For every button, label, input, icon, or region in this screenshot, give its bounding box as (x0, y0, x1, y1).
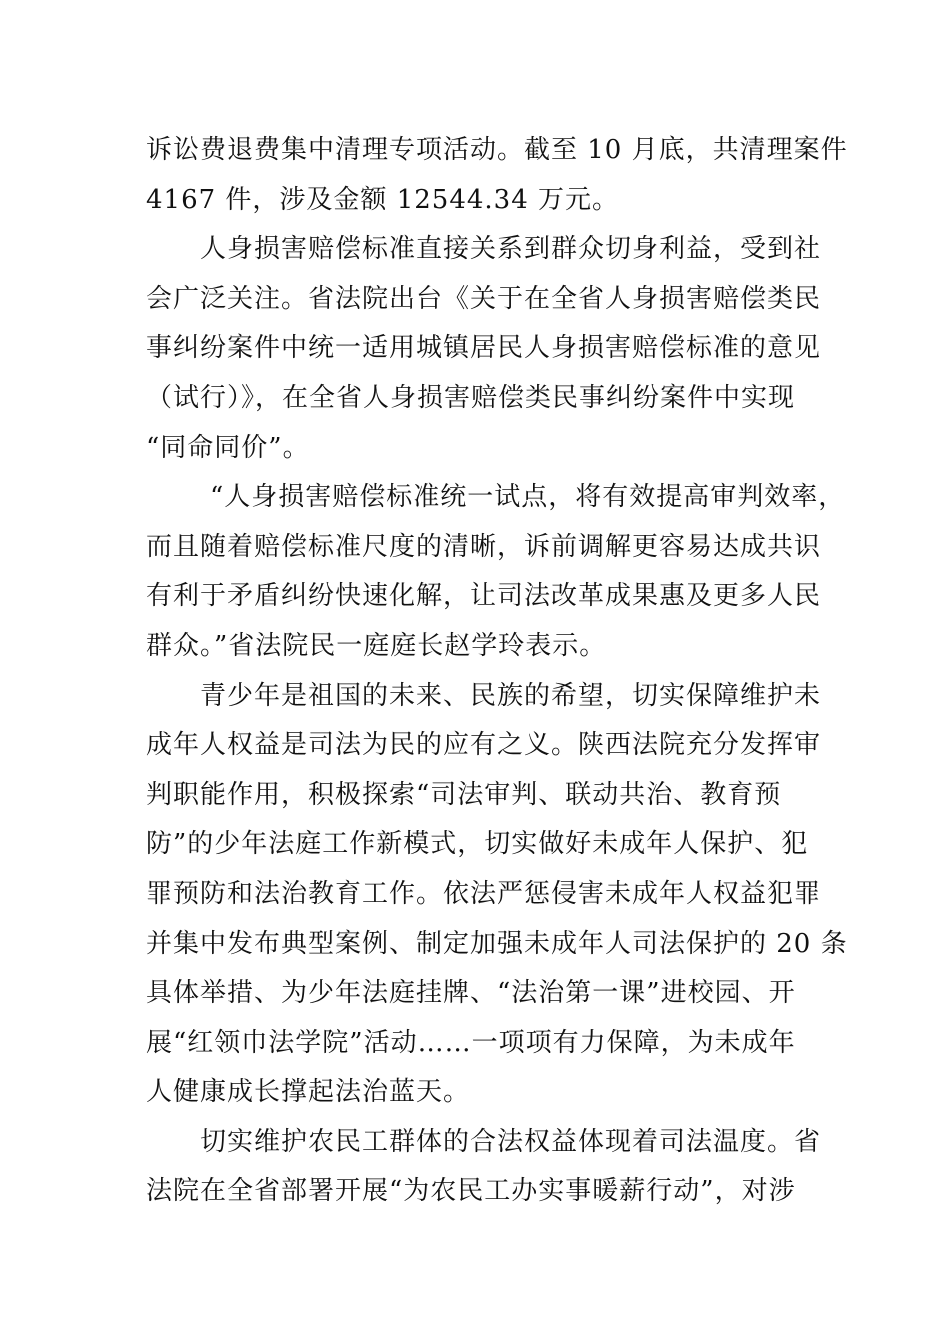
text-line: 防”的少年法庭工作新模式，切实做好未成年人保护、犯 (146, 829, 809, 860)
text-line: 群众。”省法院民一庭庭长赵学玲表示。 (146, 630, 607, 661)
body-text (146, 126, 848, 1217)
text-line: 成年人权益是司法为民的应有之义。陕西法院充分发挥审 (146, 730, 822, 761)
text-line: 事纠纷案件中统一适用城镇居民人身损害赔偿标准的意见 (146, 333, 822, 364)
paragraph-start-line: 人身损害赔偿标准直接关系到群众切身利益，受到社 (200, 234, 822, 265)
paragraph-start-line: 青少年是祖国的未来、民族的希望，切实保障维护未 (200, 680, 822, 711)
text-line: 具体举措、为少年法庭挂牌、“法治第一课”进校园、开 (146, 978, 796, 1009)
paragraph-start-line: 切实维护农民工群体的合法权益体现着司法温度。省 (200, 1126, 822, 1157)
text-line: 会广泛关注。省法院出台《关于在全省人身损害赔偿类民 (146, 283, 822, 314)
text-line: （试行）》，在全省人身损害赔偿类民事纠纷案件中实现 (146, 382, 796, 413)
text-line: 并集中发布典型案例、制定加强未成年人司法保护的 20 条 (146, 928, 848, 959)
text-line: 而且随着赔偿标准尺度的清晰，诉前调解更容易达成共识 (146, 531, 822, 562)
paragraph-start-line: “人身损害赔偿标准统一试点，将有效提高审判效率， (210, 482, 846, 513)
text-line: 4167 件，涉及金额 12544.34 万元。 (146, 184, 620, 215)
text-line: “同命同价”。 (146, 432, 310, 463)
text-line: 诉讼费退费集中清理专项活动。截至 10 月底，共清理案件 (146, 135, 848, 165)
text-line: 罪预防和法治教育工作。依法严惩侵害未成年人权益犯罪 (146, 878, 822, 909)
text-line: 判职能作用，积极探索“司法审判、联动共治、教育预 (146, 779, 782, 810)
text-line: 人健康成长撑起法治蓝天。 (146, 1077, 471, 1108)
text-line: 有利于矛盾纠纷快速化解，让司法改革成果惠及更多人民 (146, 581, 822, 612)
text-line: 展“红领巾法学院”活动……一项项有力保障，为未成年 (146, 1027, 796, 1058)
text-line: 法院在全省部署开展“为农民工办实事暖薪行动”，对涉 (146, 1176, 796, 1207)
